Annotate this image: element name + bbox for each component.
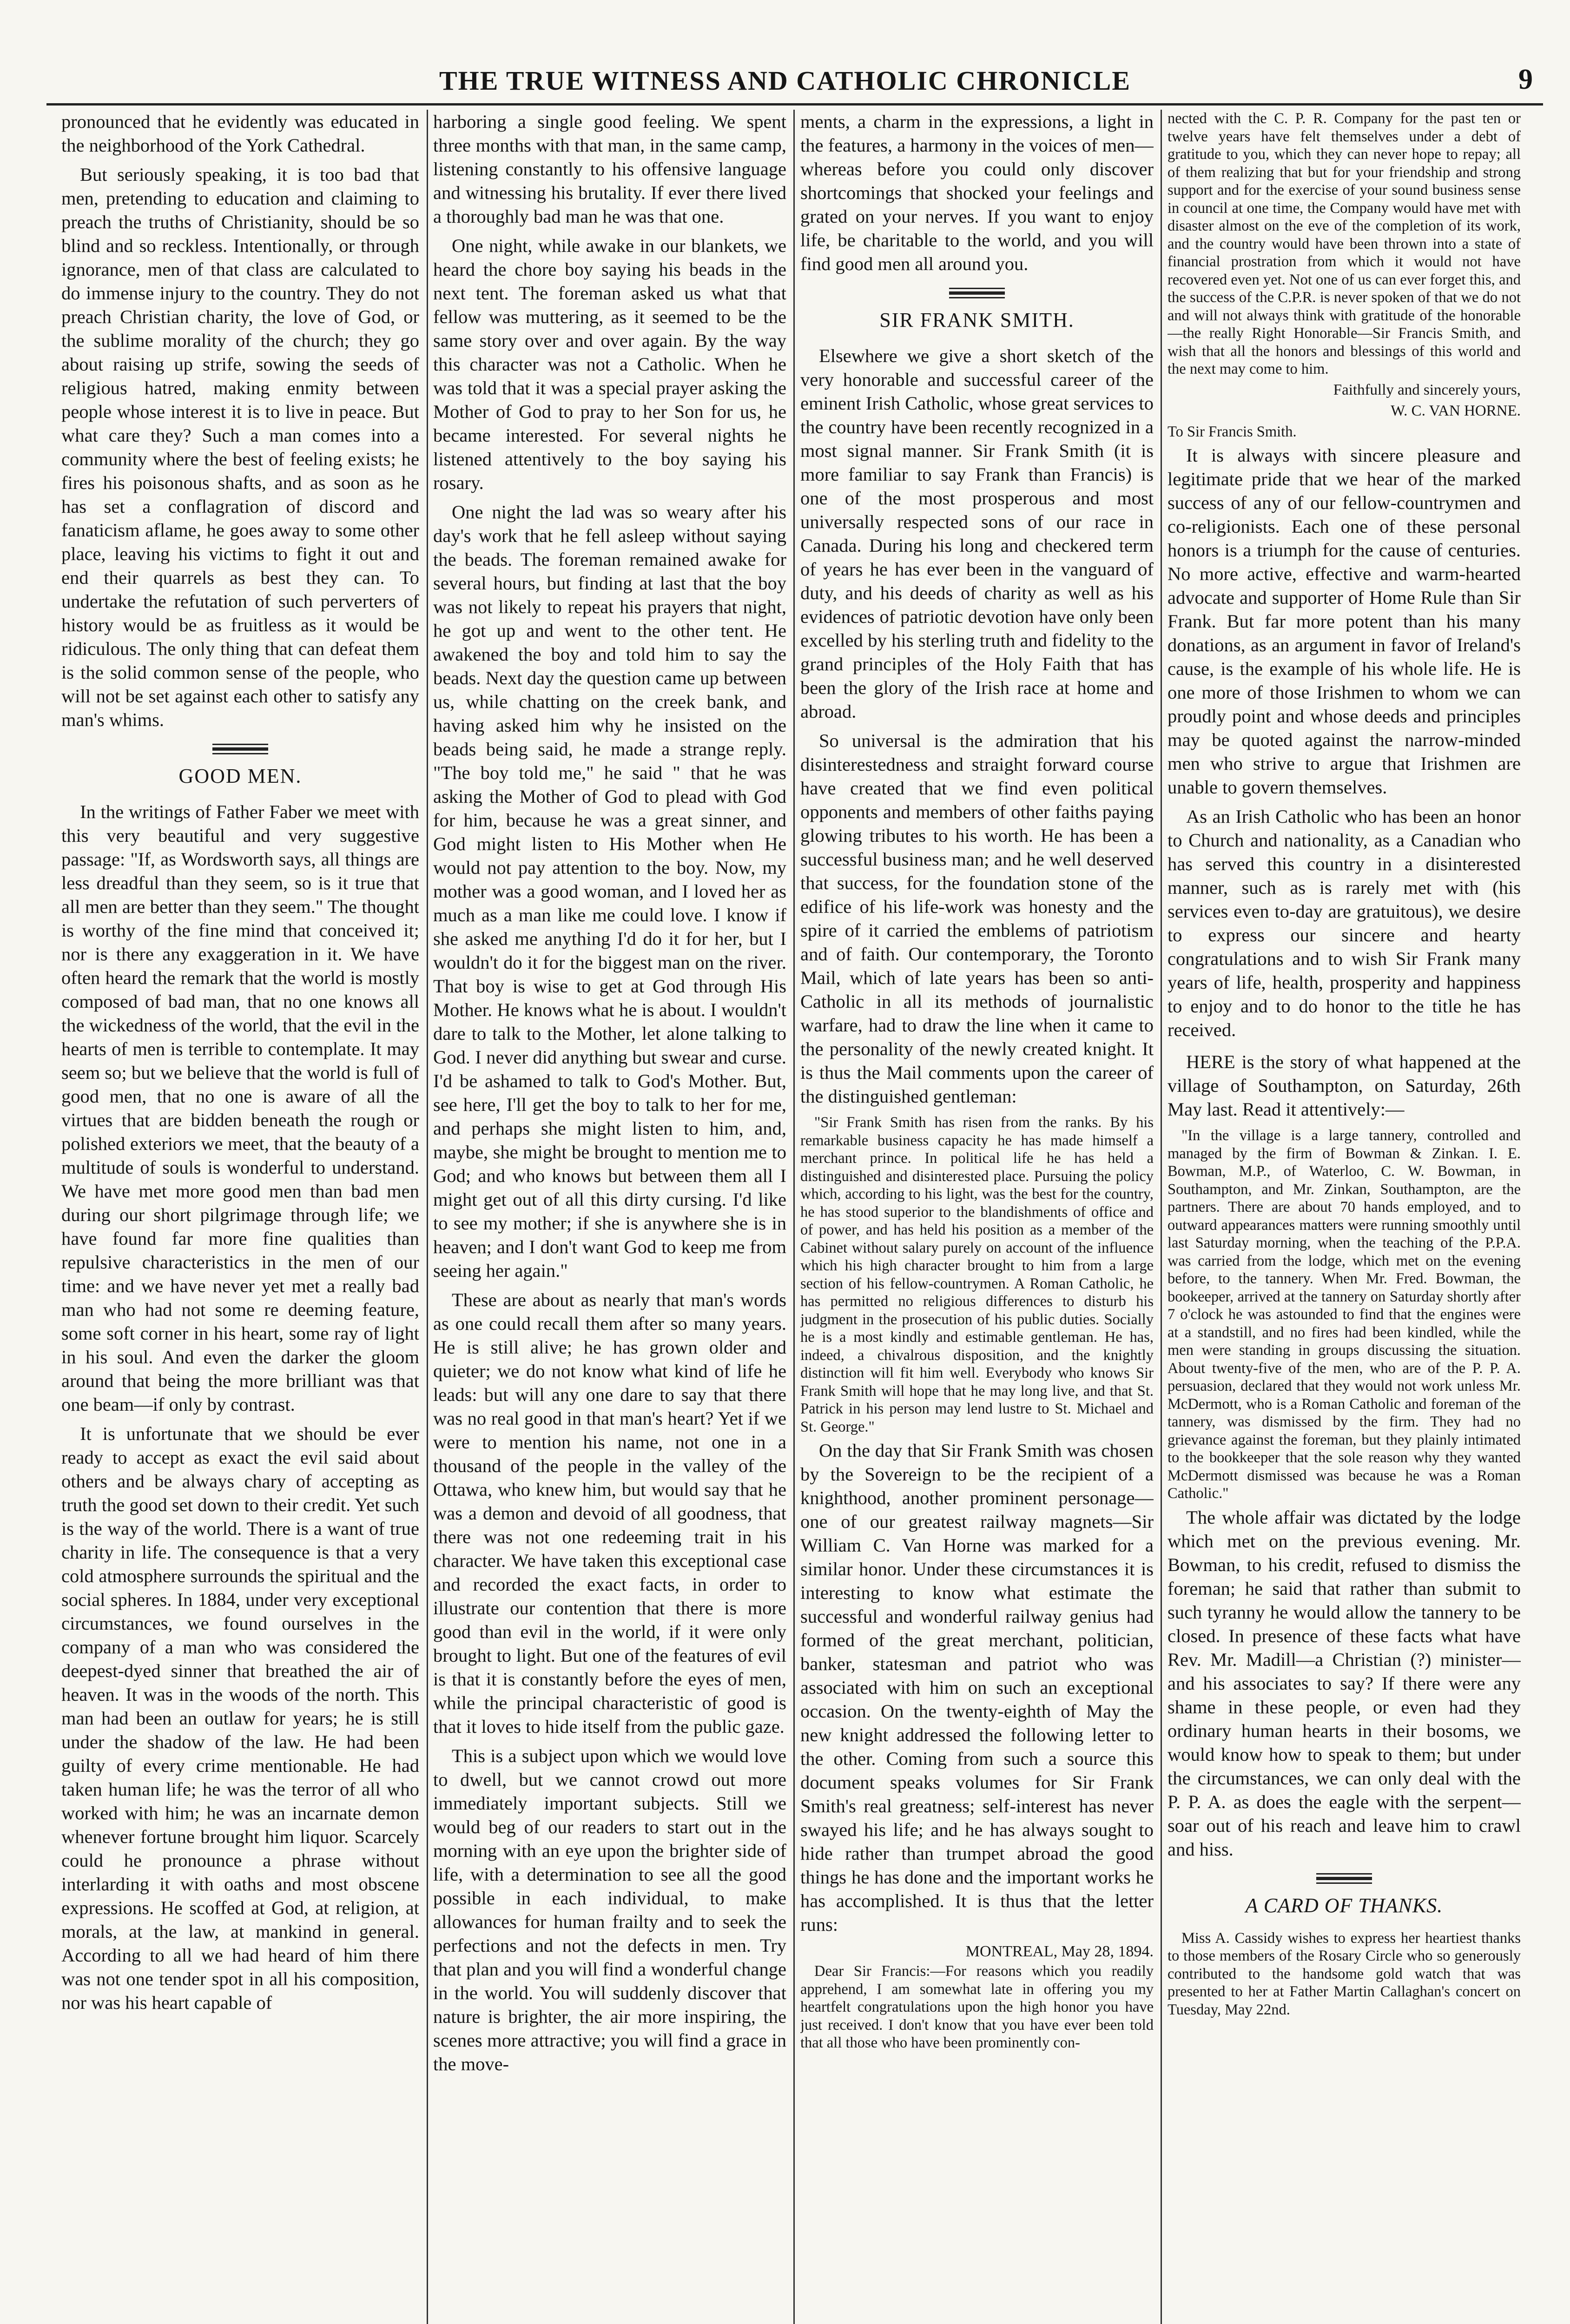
lead-word: HERE xyxy=(1186,1051,1235,1072)
letter-addressee: To Sir Francis Smith. xyxy=(1168,423,1297,440)
article-paragraph: These are about as nearly that man's words as one could recall them after so many years. He is still alive; he has grown older and quieter; we do not know what kind of life he leads: but will any one dare to say that there was no real good in that man's heart? Yet if we were to mention his name, not one in a thousand of the people in the valley of the Ottawa, who knew him, but would say that he was a demon and devoid of all goodness, that there was not one redeeming trait in his character. We have taken this exceptional case and recorded the exact facts, in order to illustrate our contention that there is more good than evil in the world, if it were only brought to light. But one of the features of evil is that it is constantly before the eyes of men, while the principal characteristic of good is that it loves to hide itself from the public gaze. xyxy=(433,1289,786,1737)
section-heading-good-men: GOOD MEN. xyxy=(178,765,302,787)
article-paragraph: But seriously speaking, it is too bad that men, pretending to education and claiming to preach the truths of Christianity, should be so blind and so reckless. Intentionally, or through ignorance, men of that class are calculated to do immense injury to the country. They do not preach Christian charity, the love of God, or the sublime morality of the church; they go about raising up strife, sowing the seeds of religious hatred, making enmity between people whose interest it is to live in peace. But what care they? Such a man comes into a community where the best of feeling exists; he fires his poisonous shafts, and as soon as he has set a conflagration of discord and fanaticism aflame, he goes away to some other place, leaving his victims to fight it out and end their quarrels as best they can. To undertake the refutation of such perverters of history would be as fruitless as it would be ridiculous. The only thing that can defeat them is the solid common sense of the people, who will not be set against each other to satisfy any man's whims. xyxy=(61,164,419,730)
article-paragraph xyxy=(1168,1047,1521,1121)
newspaper-masthead: THE TRUE WITNESS AND CATHOLIC CHRONICLE xyxy=(439,66,1131,96)
column-3 xyxy=(800,110,1154,2324)
page-header xyxy=(0,0,1570,112)
header-rule xyxy=(46,103,1543,106)
card-of-thanks-text: Miss A. Cassidy wishes to express her heartiest thanks to those members of the Rosary Circle who so generously contributed to the handsome gold watch that was presented to her at Father Martin Callaghan's concert on Tuesday, May 22nd. xyxy=(1168,1929,1521,2018)
paragraph-text: is the story of what happened at the village of Southampton, on Saturday, 26th May last. Read it attentively:— xyxy=(1168,1051,1521,1120)
article-paragraph: pronounced that he evidently was educated in the neighborhood of the York Cathedral. xyxy=(61,111,419,156)
article-paragraph: As an Irish Catholic who has been an honor to Church and nationality, as a Canadian who has served this country in a disinterested manner, such as is rarely met with (his services even to-day are gratuitous), we desire to express our sincere and hearty congratulations and to wish Sir Frank many years of life, health, prosperity and happiness to enjoy and to do honor to the title he has received. xyxy=(1168,806,1521,1040)
article-paragraph: On the day that Sir Frank Smith was chosen by the Sovereign to be the recipient of a knighthood, another prominent personage—one of our greatest railway magnets—Sir William C. Van Horne was marked for a similar honor. Under these circumstances it is interesting to know what estimate the successful and wonderful railway genius had formed of the great merchant, politician, banker, statesman and patriot who was associated with him on such an exceptional occasion. On the twenty-eighth of May the new knight addressed the following letter to the other. Coming from such a source this document speaks volumes for Sir Frank Smith's real greatness; self-interest has never swayed his life; and he has always sought to hide rather than trumpet abroad the good things he has done and the important works he has accomplished. It is thus that the letter runs: xyxy=(800,1440,1154,1935)
article-paragraph: So universal is the admiration that his disinterestedness and straight forward course have created that we find even political opponents and members of other faiths paying glowing tributes to his worth. He has been a successful business man; and he well deserved that success, for the foundation stone of the edifice of his life-work was honesty and the spire of it carried the emblems of patriotism and of faith. Our contemporary, the Toronto Mail, which of late years has been so anti-Catholic in all its methods of journalistic warfare, had to draw the line when it came to the personality of the newly created knight. It is thus the Mail comments upon the career of the distinguished gentleman: xyxy=(800,730,1154,1107)
column-divider xyxy=(427,110,428,2324)
article-paragraph: In the writings of Father Faber we meet with this very beautiful and very suggestive passage: "If, as Wordsworth says, all things are less dreadful than they seem, so is it true that all men are better than they seem." The thought is worthy of the fine mind that conceived it; nor is there any exaggeration in it. We have often heard the remark that the world is mostly composed of bad man, that no one knows all the wickedness of the world, that the evil in the hearts of men is terrible to contemplate. It may seem so; but we believe that the world is full of good men, that no one is aware of all the virtues that are bidden beneath the rough or polished exteriors we meet, that the beauty of a multitude of souls is wonderful to understand. We have met more good men than bad men during our short pilgrimage through life; we have found far more fine qualities than repulsive characteristics in the men of our time: and we have never yet met a really bad man who had not some re deeming feature, some soft corner in his heart, some ray of light in his soul. And even the darker the gloom around that being the more brilliant was that one beam—if only by contrast. xyxy=(61,801,419,1415)
letter-closing: Faithfully and sincerely yours, xyxy=(1333,381,1521,398)
quoted-passage: "Sir Frank Smith has risen from the ranks. By his remarkable business capacity he has made himself a merchant prince. In political life he has held a distinguished and disinterested place. Pursuing the policy which, according to his light, was the best for the country, he has stood superior to the blandishments of office and of power, and has held his position as a member of the Cabinet without salary purely on account of the influence which his high character brought to him from a large section of his fellow-countrymen. A Roman Catholic, he has permitted no religious differences to disturb his judgment in the prosecution of his public duties. Socially he is a most kindly and estimable gentleman. He has, indeed, a chivalrous disposition, and the knightly distinction will fit him well. Everybody who knows Sir Frank Smith will hope that he may long live, and that St. Patrick in his person may lend lustre to St. Michael and St. George." xyxy=(800,1114,1154,1435)
column-2 xyxy=(433,110,786,2324)
article-paragraph: ments, a charm in the expressions, a light in the features, a harmony in the voices of men—whereas before you could only discover shortcomings that shocked your feelings and grated on your nerves. If you want to enjoy life, be charitable to the world, and you will find good men all around you. xyxy=(800,111,1154,274)
section-heading-card-of-thanks: A CARD OF THANKS. xyxy=(1245,1894,1443,1917)
article-paragraph: It is always with sincere pleasure and legitimate pride that we hear of the marked success of any of our fellow-countrymen and co-religionists. Each one of these personal honors is a triumph for the cause of centuries. No more active, effective and warm-hearted advocate and supporter of Home Rule than Sir Frank. But far more potent than his many donations, as an argument in favor of Ireland's cause, is the example of his whole life. He is one more of those Irishmen to whom we can proudly point and whose deeds and principles may be quoted against the narrow-minded men who strive to argue that Irishmen are unable to govern themselves. xyxy=(1168,445,1521,798)
letter-text: Dear Sir Francis:—For reasons which you readily apprehend, I am somewhat late in offering you my heartfelt congratulations upon the high honor you have just received. I don't know that you have ever been told that all those who have been prominently con- xyxy=(800,1963,1154,2051)
letter-signature: W. C. VAN HORNE. xyxy=(1391,402,1521,419)
article-paragraph: Elsewhere we give a short sketch of the very honorable and successful career of the eminent Irish Catholic, whose great services to the country have been recently recognized in a most signal manner. Sir Frank Smith (it is more familiar to say Frank than Francis) is one of the most prosperous and most universally respected sons of our race in Canada. During his long and checkered term of years he has ever been in the vanguard of duty, and his deeds of charity as well as his evidences of patriotic devotion have only been excelled by his sterling truth and fidelity to the grand principles of the Holy Faith that has been the glory of the Irish race at home and abroad. xyxy=(800,345,1154,722)
page-number: 9 xyxy=(1518,64,1533,95)
section-ornament xyxy=(1316,1871,1372,1884)
column-divider xyxy=(1161,110,1162,2324)
letter-dateline: MONTREAL, May 28, 1894. xyxy=(965,1943,1154,1960)
column-1 xyxy=(61,110,419,2324)
section-ornament xyxy=(949,286,1005,299)
article-paragraph: The whole affair was dictated by the lodge which met on the previous evening. Mr. Bowman, to his credit, refused to dismiss the foreman; he said that rather than submit to such tyranny he would allow the tannery to be closed. In presence of these facts what have Rev. Mr. Madill—a Christian (?) minister—and his associates to say? If there were any shame in these people, or even had they ordinary human hearts in their bosoms, we would know how to speak to them; but under the circumstances, we can only deal with the P. P. A. as does the eagle with the serpent—soar out of his reach and leave him to crawl and hiss. xyxy=(1168,1506,1521,1860)
article-paragraph: One night the lad was so weary after his day's work that he fell asleep without saying the beads. The foreman remained awake for several hours, but finding at last that the boy was not likely to repeat his prayers that night, he got up and went to the other tent. He awakened the boy and told him to say the beads. Next day the question came up between us, while chatting on the creek bank, and having asked him why he insisted on the beads being said, he made a strange reply. "The boy told me," he said " that he was asking the Mother of God to plead with God for him, because he was a great sinner, and God might listen to His Mother when He would not pay attention to the boy. Now, my mother was a good woman, and I loved her as much as a man like me could love. I know if she asked me anything I'd do it for her, but I wouldn't do it for the biggest man on the river. That boy is wise to get at God through His Mother. He knows what he is about. I wouldn't dare to talk to the Mother, let alone talking to God. I never did anything but swear and curse. I'd be ashamed to talk to God's Mother. But, see here, I'll get the boy to talk to her for me, and perhaps she might listen to him, and, maybe, she might be brought to mention me to God; and who knows but between them all I might get out of all this dirty cursing. I'd like to see my mother; if she is anywhere she is in heaven; and I don't want God to keep me from seeing her again." xyxy=(433,502,786,1281)
column-4 xyxy=(1168,110,1521,2324)
column-divider xyxy=(793,110,795,2324)
section-ornament xyxy=(212,742,268,755)
article-paragraph: It is unfortunate that we should be ever ready to accept as exact the evil said about others and be always chary of accepting as truth the good set down to their credit. Yet such is the way of the world. There is a want of true charity in life. The consequence is that a very cold atmosphere surrounds the spiritual and the social spheres. In 1884, under very exceptional circumstances, we found ourselves in the company of a man who was considered the deepest-dyed sinner that breathed the air of heaven. It was in the woods of the north. This man had been an outlaw for years; he is still under the shadow of the law. He had been guilty of every crime mentionable. He had taken human life; he was the terror of all who worked with him; he was an incarnate demon whenever fortune brought him liquor. Scarcely could he pronounce a phrase without interlarding it with oaths and most obscene expressions. He scoffed at God, at religion, at morals, at the law, at mankind in general. According to all we had heard of him there was not one tender spot in all his composition, nor was his heart capable of xyxy=(61,1423,419,2013)
letter-text: nected with the C. P. R. Company for the past ten or twelve years have felt themselves under a debt of gratitude to you, which they can never hope to repay; all of them realizing that but for your friendship and strong support and for the exercise of your sound business sense in council at one time, the Company would have met with disaster almost on the eve of the completion of its work, and the country would have been thrown into a state of financial prostration from which it would not have recovered even yet. Not one of us can ever forget this, and the success of the C.P.R. is never spoken of that we do not and will not always think with gratitude of the honorable—the really Right Honorable—Sir Francis Smith, and wish that all the honors and blessings of this world and the next may come to him. xyxy=(1168,110,1521,377)
quoted-passage: "In the village is a large tannery, controlled and managed by the firm of Bowman & Zinkan. I. E. Bowman, M.P., of Waterloo, C. W. Bowman, in Southampton, and Mr. Zinkan, Southampton, are the partners. There are about 70 hands employed, and to outward appearances matters were running smoothly until last Saturday morning, when the teaching of the P.P.A. was carried from the lodge, which met on the evening before, to the tannery. When Mr. Fred. Bowman, the bookeeper, arrived at the tannery on Saturday shortly after 7 o'clock he was astounded to find that the engines were at a standstill, and no fires had been kindled, while the men were standing in groups discussing the situation. About twenty-five of the men, who are of the P. P. A. persuasion, declared that they would not work unless Mr. McDermott, who is a Roman Catholic and foreman of the tannery, was dismissed by the firm. They had no grievance against the foreman, but they plainly intimated to the bookkeeper that the sole reason why they wanted McDermott dismissed was because he was a Roman Catholic." xyxy=(1168,1127,1521,1502)
article-paragraph: harboring a single good feeling. We spent three months with that man, in the same camp, listening constantly to his offensive language and witnessing his brutality. If ever there lived a thoroughly bad man he was that one. xyxy=(433,111,786,227)
article-paragraph: One night, while awake in our blankets, we heard the chore boy saying his beads in the next tent. The foreman asked us what that fellow was muttering, as it seemed to be the same story over and over again. By the way this character was not a Catholic. When he was told that it was a special prayer asking the Mother of God to pray to her Son for us, he became interested. For several nights he listened attentively to the boy saying his rosary. xyxy=(433,235,786,493)
section-heading-sir-frank-smith: SIR FRANK SMITH. xyxy=(879,309,1075,331)
article-paragraph: This is a subject upon which we would love to dwell, but we cannot crowd out more immediately important subjects. Still we would beg of our readers to start out in the morning with an eye upon the brighter side of life, with a determination to see all the good possible in each individual, to make allowances for human frailty and to seek the perfections and not the defects in men. Try that plan and you will find a wonderful change in the world. You will suddenly discover that nature is brighter, the air more inspiring, the scenes more attractive; you will find a grace in the move- xyxy=(433,1745,786,2074)
